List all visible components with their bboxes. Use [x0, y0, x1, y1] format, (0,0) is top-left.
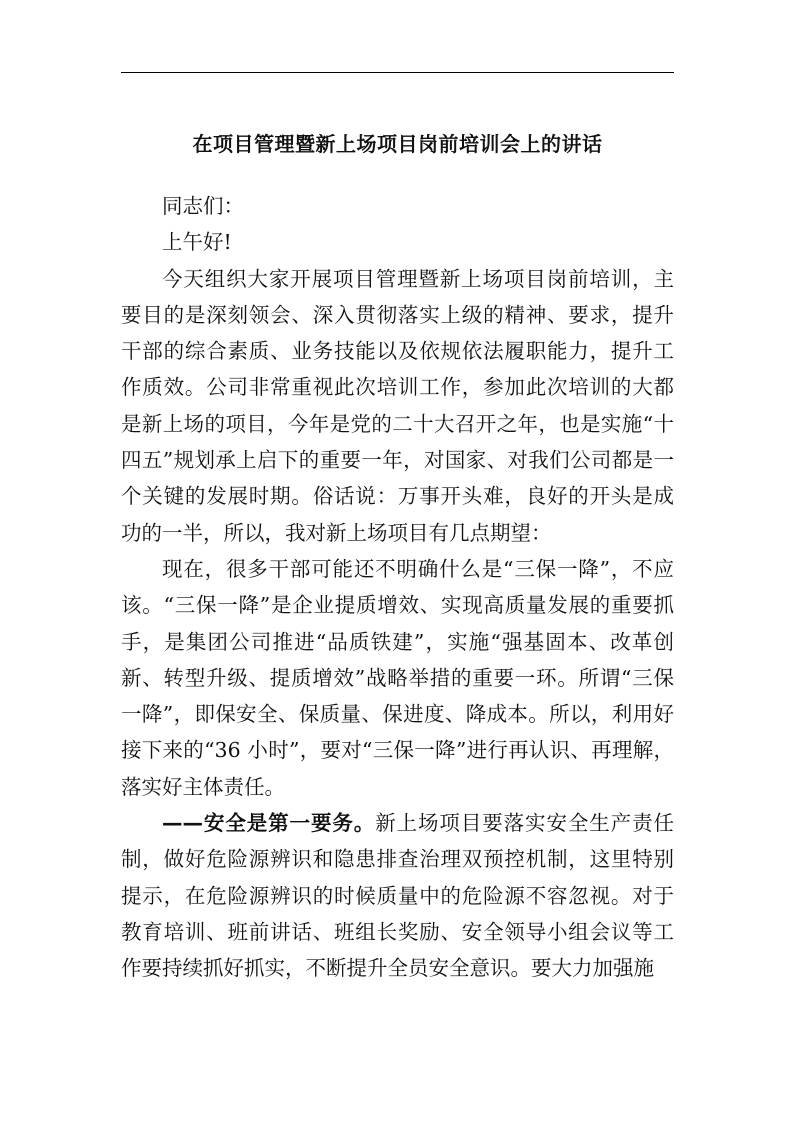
- section-safety-text: 新上场项目要落实安全生产责任制，做好危险源辨识和隐患排查治理双预控机制，这里特别提示，在危险源辨识的时候质量中的危险源不容忽视。对于教育培训、班前讲话、班组长奖励、安全领导小组会议等工作要持续抓好抓实，不断提升全员安全意识。要大力加强施: [121, 811, 675, 981]
- document-title: 在项目管理暨新上场项目岗前培训会上的讲话: [192, 132, 603, 156]
- paragraph-sanbao-yijiang: 现在，很多干部可能还不明确什么是“三保一降”，不应该。“三保一降”是企业提质增效、实现高质量发展的重要抓手，是集团公司推进“品质铁建”，实施“强基固本、改革创新、转型升级、提质增效”战略举措的重要一环。所谓“三保一降”，即保安全、保质量、保进度、降成本。所以，利用好接下来的“36 小时”，要对“三保一降”进行再认识、再理解，落实好主体责任。: [121, 556, 674, 799]
- salutation: 同志们：: [162, 194, 244, 218]
- header-rule: [121, 72, 674, 73]
- section-safety-heading: ——安全是第一要务。: [162, 811, 376, 836]
- document-body: [121, 188, 674, 987]
- greeting: 上午好!: [162, 230, 232, 255]
- paragraph-intro: 今天组织大家开展项目管理暨新上场项目岗前培训，主要目的是深刻领会、深入贯彻落实上级的精神、要求，提升干部的综合素质、业务技能以及依规依法履职能力，提升工作质效。公司非常重视此次培训工作，参加此次培训的大都是新上场的项目，今年是党的二十大召开之年，也是实施“十四五”规划承上启下的重要一年，对国家、对我们公司都是一个关键的发展时期。俗话说：万事开头难，良好的开头是成功的一半，所以，我对新上场项目有几点期望：: [121, 266, 674, 545]
- section-safety: [121, 805, 674, 986]
